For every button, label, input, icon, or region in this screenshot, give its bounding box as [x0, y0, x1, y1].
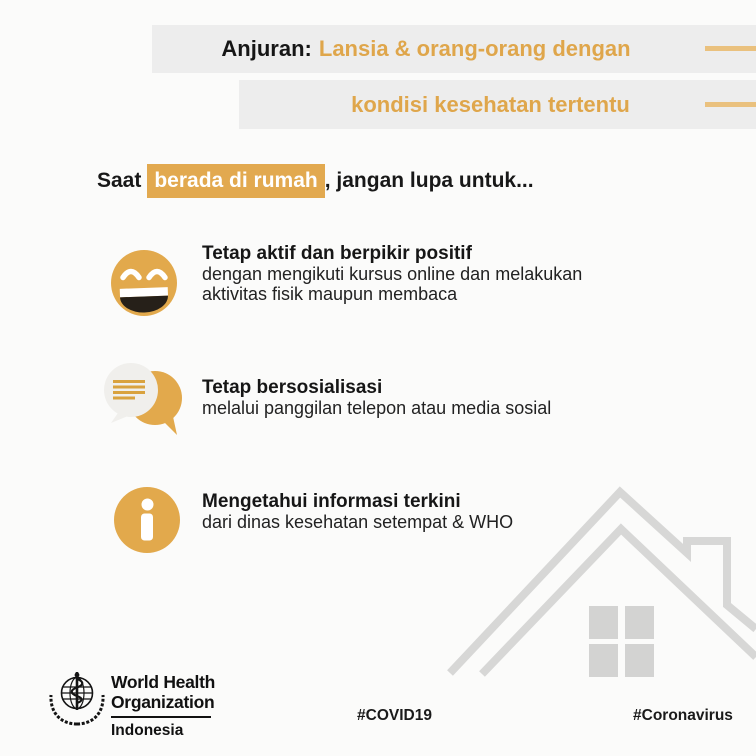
who-region-label: Indonesia: [111, 722, 184, 739]
hashtag-coronavirus: #Coronavirus: [633, 707, 733, 724]
tip-3-title: Mengetahui informasi terkini: [202, 491, 461, 512]
intro-line: [97, 169, 534, 193]
header-band-1: [152, 25, 756, 73]
who-logo-divider: [111, 716, 211, 718]
tip-1-title: Tetap aktif dan berpikir positif: [202, 243, 472, 264]
who-emblem-icon: [48, 668, 106, 726]
header-line1-text: Lansia & orang-orang dengan: [318, 36, 631, 61]
chat-bubbles-icon: [100, 360, 188, 440]
tip-1: [202, 243, 620, 304]
tip-2-title: Tetap bersosialisasi: [202, 377, 383, 398]
intro-pre-text: Saat: [97, 169, 142, 192]
house-outline-graphic: [440, 480, 756, 700]
who-org-line2: Organization: [111, 692, 215, 712]
hashtag-covid19: #COVID19: [357, 707, 432, 724]
decorative-dash-2: [705, 102, 756, 107]
header-line2-text: kondisi kesehatan tertentu: [351, 91, 630, 117]
tip-1-body: dengan mengikuti kursus online dan melakukan aktivitas fisik maupun membaca: [202, 264, 583, 304]
tip-2: [202, 377, 620, 419]
info-icon: [114, 487, 180, 553]
who-logo-text: [111, 672, 215, 740]
laughing-face-icon: [110, 249, 178, 317]
decorative-dash-1: [705, 46, 756, 51]
intro-post-text: , jangan lupa untuk...: [324, 169, 534, 192]
header-prefix: Anjuran:: [221, 36, 312, 61]
who-org-line1: World Health: [111, 672, 215, 692]
intro-highlight-text: berada di rumah: [147, 164, 324, 198]
tip-2-body: melalui panggilan telepon atau media sosial: [202, 398, 552, 418]
tip-3-body: dari dinas kesehatan setempat & WHO: [202, 512, 514, 532]
header-band-2: [239, 80, 756, 129]
